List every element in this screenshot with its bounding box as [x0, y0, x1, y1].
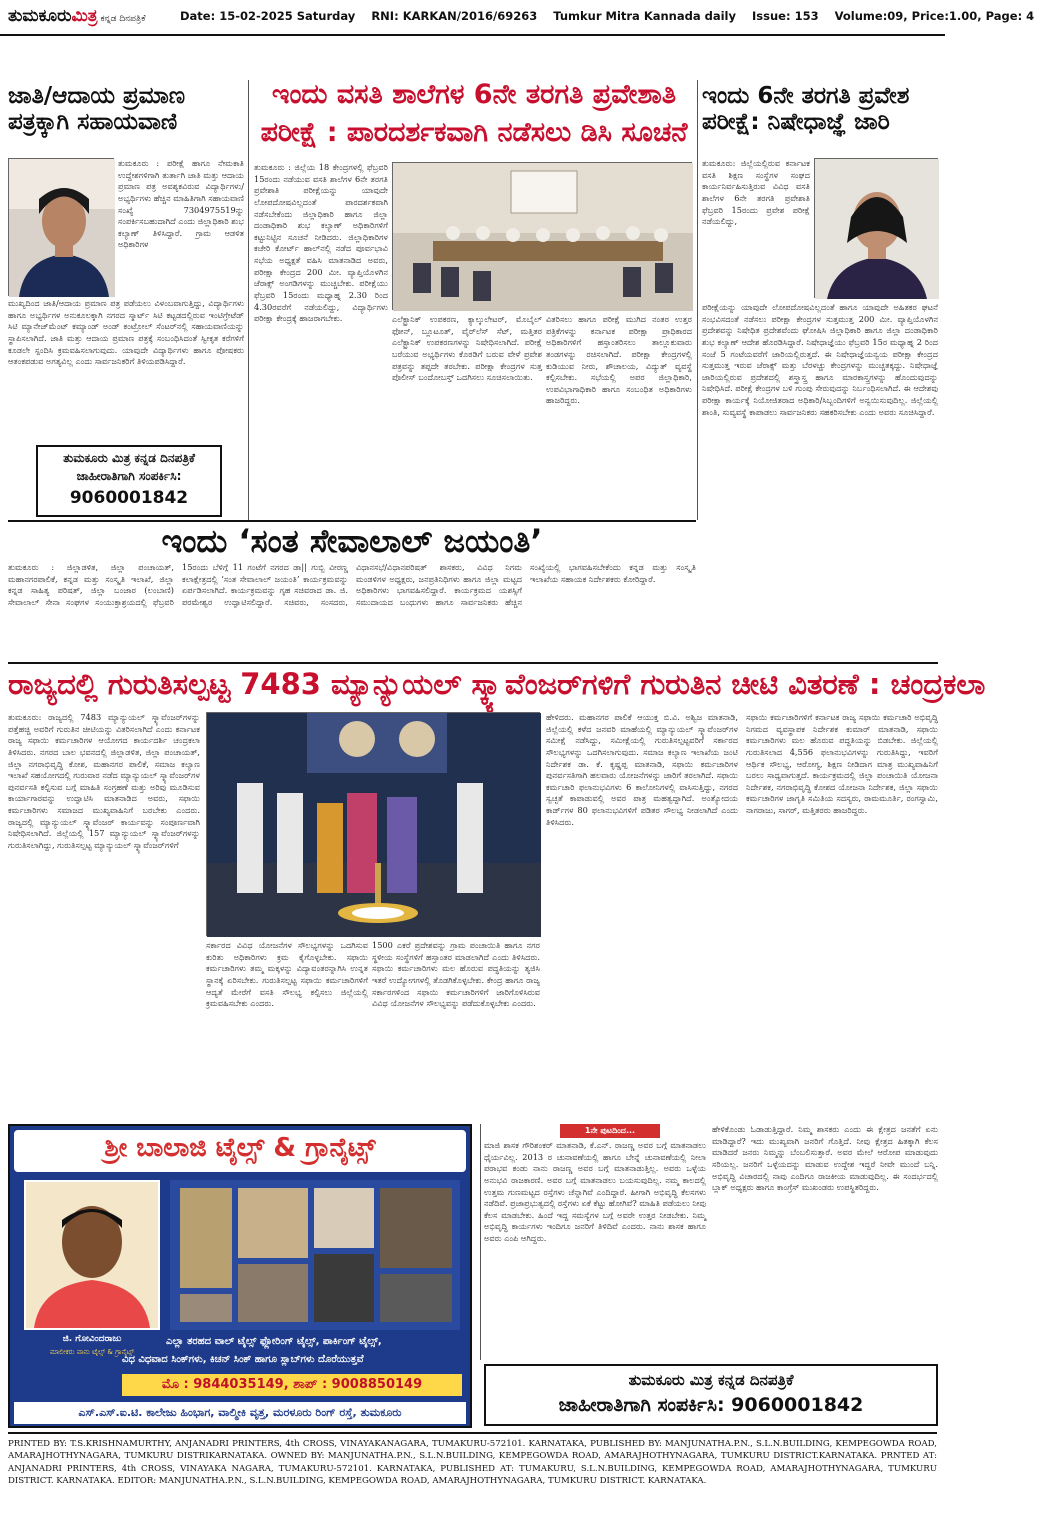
ad-person-role: ಮಾಲೀಕರು ವಾನು ಟೈಲ್ಸ್ & ಗ್ರಾನೈಟ್ಸ್ — [49, 1348, 135, 1356]
ad-title: ಶ್ರೀ ಬಾಲಾಜಿ ಟೈಲ್ಸ್ & ಗ್ರಾನೈಟ್ಸ್ — [104, 1133, 376, 1163]
story2-text-b: ಎಲೆಕ್ಟ್ರಾನಿಕ್ ಉಪಕರಣ, ಕ್ಯಾಲ್ಕುಲೇಟರ್, ಮೊಬೈಲ್ ಫೋನ್, ಬ್ಲೂಟೂತ್, ವೈರ್‌ಲೆಸ್ ಸೆಟ್, ಮತ್ತಿತರ ಎಲೆಕ್ಟ್ರಾನಿಕ್ ಉಪಕರಣಗಳನ್ನು ನಿಷೇಧಿಸಲಾಗಿದೆ. ಪರೀಕ್ಷೆ ಬರೆಯುವ ಅಭ್ಯರ್ಥಿಗಳು ಕೊಠಡಿಗೆ ಬರುವ ವೇಳೆ ಪ್ರವೇಶ ಪತ್ರವನ್ನು ತಪ್ಪದೇ ತರಬೇಕು. ಪರೀಕ್ಷಾ ಕೇಂದ್ರಗಳ ಸುತ್ತ ಪೊಲೀಸ್ ಬಂದೋಬಸ್ತ್ ಒದಗಿಸಲು ಸೂಚಿಸಲಾಯಿತು. — [392, 314, 542, 383]
banner-headline: ಇಂದು ‘ಸಂತ ಸೇವಾಲಾಲ್ ಜಯಂತಿ’ — [161, 522, 543, 560]
tiles-advertisement[interactable] — [8, 1124, 472, 1428]
story4-headline: ರಾಜ್ಯದಲ್ಲಿ ಗುರುತಿಸಲ್ಪಟ್ಟ 7483 ಮ್ಯಾನ್ಯುಯಲ್ ಸ್ಕ್ಯಾವೆಂಜರ್‌ಗಳಿಗೆ ಗುರುತಿನ ಚೀಟಿ ವಿತರಣೆ : ಚಂದ್ರಕಲಾ — [8, 667, 986, 701]
story1-text-a: ತುಮಕೂರು : ಪರೀಕ್ಷೆ ಹಾಗೂ ನೇಮಕಾತಿ ಉದ್ದೇಶಗಳಿಗಾಗಿ ತುರ್ತಾಗಿ ಜಾತಿ ಮತ್ತು ಆದಾಯ ಪ್ರಮಾಣ ಪತ್ರ ಅವಶ್ಯಕವಿರುವ ವಿದ್ಯಾರ್ಥಿಗಳು/ಅಭ್ಯರ್ಥಿಗಳು ಹೆಚ್ಚಿನ ಮಾಹಿತಿಗಾಗಿ ಸಹಾಯವಾಣಿ ಸಂಖ್ಯೆ 7304975519ನ್ನು ಸಂಪರ್ಕಿಸಬಹುದಾಗಿದೆ ಎಂದು ಜಿಲ್ಲಾಧಿಕಾರಿ ಶುಭ ಕಲ್ಯಾಣ್ ತಿಳಿಸಿದ್ದಾರೆ. ಗ್ರಾಮ ಆಡಳಿತ ಅಧಿಕಾರಿಗಳ — [118, 158, 244, 250]
story3-headline: ಇಂದು 6ನೇ ತರಗತಿ ಪ್ರವೇಶ ಪರೀಕ್ಷೆ: ನಿಷೇಧಾಜ್ಞೆ ಜಾರಿ — [702, 83, 910, 135]
continued-text-b: ಹೇಳಿಕೊಂಡು ಓಡಾಡುತ್ತಿದ್ದಾರೆ. ನಿಮ್ಮ ಶಾಸಕರು ಎಂದು ಈ ಕ್ಷೇತ್ರದ ಜನತೆಗೆ ಏನು ಮಾಡಿದ್ದಾರೆ? ಇದು ಮುಖ್ಯವಾಗಿ ಜನರಿಗೆ ಗೊತ್ತಿದೆ. ನೀವು ಕ್ಷೇತ್ರದ ಹಿತಕ್ಕಾಗಿ ಕೆಲಸ ಮಾಡಿದರೆ ಜನರು ನಿಮ್ಮನ್ನು ಬೆಂಬಲಿಸುತ್ತಾರೆ. ಅವರ ಮೇಲೆ ಆರೋಪ ಮಾಡುವುದು ಸರಿಯಲ್ಲ. ಜನರಿಗೆ ಒಳ್ಳೆಯದನ್ನು ಮಾಡುವ ಉದ್ದೇಶ ಇದ್ದರೆ ನೀವೇ ಮುಂದೆ ಬನ್ನಿ. ಅಭಿವೃದ್ಧಿ ವಿಚಾರದಲ್ಲಿ ನಾವು ಎಂದಿಗೂ ರಾಜಕೀಯ ಮಾಡುವುದಿಲ್ಲ. ಈ ಸಂದರ್ಭದಲ್ಲಿ ಬ್ಲಾಕ್ ಅಧ್ಯಕ್ಷರು ಹಾಗೂ ಕಾಂಗ್ರೆಸ್ ಮುಖಂಡರು ಉಪಸ್ಥಿತರಿದ್ದರು. — [712, 1124, 938, 1193]
small-ad-line2: ಜಾಹೀರಾತಿಗಾಗಿ ಸಂಪರ್ಕಿಸಿ: — [76, 469, 182, 483]
portrait-image — [9, 159, 115, 297]
small-ad-phone: 9060001842 — [69, 488, 189, 508]
ad-phone[interactable]: ಮೊ : 9844035149, ಶಾಪ್ : 9008850149 — [122, 1374, 462, 1396]
lamp-lighting-photo — [207, 713, 541, 937]
story3-text-b: ಪರೀಕ್ಷೆಯನ್ನು ಯಾವುದೇ ಲೋಪದೋಷವಿಲ್ಲದಂತೆ ಹಾಗೂ ಯಾವುದೇ ಅಹಿತಕರ ಘಟನೆ ಸಂಭವಿಸದಂತೆ ನಡೆಸಲು ಪರೀಕ್ಷಾ ಕೇಂದ್ರಗಳ ಸುತ್ತಮುತ್ತ 200 ಮೀ. ವ್ಯಾಪ್ತಿಯೊಳಗಿನ ಪ್ರದೇಶವನ್ನು ನಿಷೇಧಿತ ಪ್ರದೇಶವೆಂದು ಘೋಷಿಸಿ ಜಿಲ್ಲಾಧಿಕಾರಿ ಹಾಗೂ ಜಿಲ್ಲಾ ದಂಡಾಧಿಕಾರಿ ಶುಭ ಕಲ್ಯಾಣ್ ಆದೇಶ ಹೊರಡಿಸಿದ್ದಾರೆ. ನಿಷೇಧಾಜ್ಞೆಯು ಫೆಬ್ರವರಿ 15ರ ಮಧ್ಯಾಹ್ನ 2 ರಿಂದ ಸಂಜೆ 5 ಗಂಟೆಯವರೆಗೆ ಜಾರಿಯಲ್ಲಿರುತ್ತದೆ. ಈ ನಿಷೇಧಾಜ್ಞೆಯನ್ವಯ ಪರೀಕ್ಷಾ ಕೇಂದ್ರದ ಸುತ್ತಮುತ್ತ ಇರುವ ಜೆರಾಕ್ಸ್ ಮತ್ತು ಬೆರಳಚ್ಚು ಕೇಂದ್ರಗಳನ್ನು ಮುಚ್ಚತಕ್ಕದ್ದು. ನಿಷೇಧಾಜ್ಞೆ ಜಾರಿಯಲ್ಲಿರುವ ಪ್ರದೇಶದಲ್ಲಿ ಶಸ್ತ್ರಾಸ್ತ್ರ ಹಾಗೂ ಮಾರಕಾಸ್ತ್ರಗಳನ್ನು ಹೊಂದುವುದನ್ನು ನಿಷೇಧಿಸಿದೆ. ಪರೀಕ್ಷೆ ಕೇಂದ್ರಗಳ ಬಳಿ ಗುಂಪು ಸೇರುವುದನ್ನು ನಿರ್ಬಂಧಿಸಲಾಗಿದೆ. ಈ ಆದೇಶವು ಪರೀಕ್ಷಾ ಕಾರ್ಯಕ್ಕೆ ನಿಯೋಜಿತರಾದ ಅಧಿಕಾರಿ/ಸಿಬ್ಬಂದಿಗಳಿಗೆ ಅನ್ವಯಿಸುವುದಿಲ್ಲ. ಜಿಲ್ಲೆಯಲ್ಲಿ ಶಾಂತಿ, ಸುವ್ಯವಸ್ಥೆ ಕಾಪಾಡಲು ಸಾರ್ವಜನಿಕರು ಸಹಕರಿಸಬೇಕು ಎಂದು ಅವರು ಸೂಚಿಸಿದ್ದಾರೆ. — [702, 302, 938, 417]
story1-photo — [8, 158, 114, 296]
ad-services-1: ಎಲ್ಲಾ ತರಹದ ವಾಲ್ ಟೈಲ್ಸ್ ಫ್ಲೋರಿಂಗ್ ಟೈಲ್ಸ್, ಪಾರ್ಕಿಂಗ್ ಟೈಲ್ಸ್, — [166, 1336, 382, 1347]
ad-person-name: ಜಿ. ಗೋವಿಂದರಾಜು — [62, 1334, 122, 1344]
masthead-name-1: ತುಮಕೂರು — [8, 6, 72, 26]
volume-text: Volume:09, Price:1.00, Page: 4 — [834, 9, 1035, 23]
ad-address: ಎಸ್.ಎಸ್.ಐ.ಟಿ. ಕಾಲೇಜು ಹಿಂಭಾಗ, ವಾಲ್ಮೀಕಿ ವೃತ್ತ, ಮರಳೂರು ರಿಂಗ್ ರಸ್ತೆ, ತುಮಕೂರು — [14, 1402, 466, 1424]
masthead-name-2: ಮಿತ್ರ — [71, 6, 98, 26]
bottom-ad-line2: ಜಾಹೀರಾತಿಗಾಗಿ ಸಂಪರ್ಕಿಸಿ: 9060001842 — [558, 1394, 864, 1416]
date-text: Date: 15-02-2025 Saturday — [180, 9, 356, 23]
story4-text-b: ಸರ್ಕಾರದ ವಿವಿಧ ಯೋಜನೆಗಳ ಸೌಲಭ್ಯಗಳನ್ನು ಒದಗಿಸುವ ಕುರಿತು ಅಧಿಕಾರಿಗಳು ಕ್ರಮ ಕೈಗೊಳ್ಳಬೇಕು. ಸಫಾಯಿ ಕರ್ಮಚಾರಿಗಳು ತಮ್ಮ ಮಕ್ಕಳನ್ನು ವಿದ್ಯಾವಂತರನ್ನಾಗಿಸಿ ಉನ್ನತ ಸ್ಥಾನಕ್ಕೆ ಏರಿಸಬೇಕು. ಗುರುತಿಸಲ್ಪಟ್ಟ ಸಫಾಯಿ ಕರ್ಮಚಾರಿಗಳಿಗೆ ಆದ್ಯತೆ ಮೇರೆಗೆ ವಸತಿ ಸೌಲಭ್ಯ ಕಲ್ಪಿಸಲು ಜಿಲ್ಲೆಯಲ್ಲಿ ಕ್ರಮವಹಿಸಬೇಕು ಎಂದರು. — [206, 940, 368, 1009]
issue-text: Issue: 153 — [752, 9, 819, 23]
divider-line — [8, 662, 938, 664]
ad-tiles-graphic — [170, 1180, 460, 1330]
masthead-logo — [8, 6, 145, 26]
column-divider — [248, 80, 249, 520]
story4-text-c: 1500 ಎಕರೆ ಪ್ರದೇಶವನ್ನು ಗ್ರಾಮ ಪಂಚಾಯಿತಿ ಹಾಗೂ ನಗರ ಸ್ಥಳೀಯ ಸಂಸ್ಥೆಗಳಿಗೆ ಹಸ್ತಾಂತರ ಮಾಡಲಾಗಿದೆ ಎಂದು ತಿಳಿಸಿದರು. ಸಫಾಯಿ ಕರ್ಮಚಾರಿಗಳು ಮಲ ಹೊರುವ ಪದ್ಧತಿಯನ್ನು ತ್ಯಜಿಸಿ ಇತರೆ ಉದ್ಯೋಗಗಳಲ್ಲಿ ತೊಡಗಿಕೊಳ್ಳಬೇಕು. ಕೇಂದ್ರ ಹಾಗೂ ರಾಜ್ಯ ಸರ್ಕಾರಗಳಿಂದ ಸಫಾಯಿ ಕರ್ಮಚಾರಿಗಳಿಗೆ ಜಾರಿಗೊಳಿಸಿರುವ ವಿವಿಧ ಯೋಜನೆಗಳ ಸೌಲಭ್ಯವನ್ನು ಪಡೆದುಕೊಳ್ಳಬೇಕು ಎಂದರು. — [372, 940, 540, 1009]
story4-text-a: ತುಮಕೂರು: ರಾಜ್ಯದಲ್ಲಿ 7483 ಮ್ಯಾನ್ಯುಯಲ್ ಸ್ಕ್ಯಾವೆಂಜರ್‌ಗಳನ್ನು ಪತ್ತೆಹಚ್ಚಿ ಅವರಿಗೆ ಗುರುತಿನ ಚೀಟಿಯನ್ನು ವಿತರಿಸಲಾಗಿದೆ ಎಂದು ಕರ್ನಾಟಕ ರಾಜ್ಯ ಸಫಾಯಿ ಕರ್ಮಚಾರಿಗಳ ಆಯೋಗದ ಕಾರ್ಯದರ್ಶಿ ಚಂದ್ರಕಲಾ ತಿಳಿಸಿದರು. ನಗರದ ಬಾಲ ಭವನದಲ್ಲಿ ಜಿಲ್ಲಾಡಳಿತ, ಜಿಲ್ಲಾ ಪಂಚಾಯತ್, ಜಿಲ್ಲಾ ನಗರಾಭಿವೃದ್ಧಿ ಕೋಶ, ಮಹಾನಗರ ಪಾಲಿಕೆ, ಸಮಾಜ ಕಲ್ಯಾಣ ಇಲಾಖೆ ಸಹಯೋಗದಲ್ಲಿ ಗುರುವಾರ ನಡೆದ ಮ್ಯಾನ್ಯುಯಲ್ ಸ್ಕ್ಯಾವೆಂಜರ್‌ಗಳ ಪುನರ್ವಸತಿ ಕಲ್ಪಿಸುವ ಬಗ್ಗೆ ಮಾಹಿತಿ ಸಂಗ್ರಹಣೆ ಮತ್ತು ಅರಿವು ಮೂಡಿಸುವ ಕಾರ್ಯಾಗಾರವನ್ನು ಉದ್ಘಾಟಿಸಿ ಮಾತನಾಡಿದ ಅವರು, ಸಫಾಯಿ ಕರ್ಮಚಾರಿಗಳು ಸಮಾಜದ ಮುಖ್ಯವಾಹಿನಿಗೆ ಬರಬೇಕು ಎಂದರು. ರಾಜ್ಯದಲ್ಲಿ ಮ್ಯಾನ್ಯುಯಲ್ ಸ್ಕ್ಯಾವೆಂಜರ್ ಕಾರ್ಯವನ್ನು ಸಂಪೂರ್ಣವಾಗಿ ನಿಷೇಧಿಸಲಾಗಿದೆ. ಜಿಲ್ಲೆಯಲ್ಲಿ 157 ಮ್ಯಾನ್ಯುಯಲ್ ಸ್ಕ್ಯಾವೆಂಜರ್‌ಗಳನ್ನು ಗುರುತಿಸಲಾಗಿದ್ದು, ಗುರುತಿಸಲ್ಪಟ್ಟ ಮ್ಯಾನ್ಯುಯಲ್ ಸ್ಕ್ಯಾವೆಂಜರ್‌ಗಳಿಗೆ — [8, 712, 200, 851]
story2-headline-1: ಇಂದು ವಸತಿ ಶಾಲೆಗಳ 6ನೇ ತರಗತಿ ಪ್ರವೇಶಾತಿ — [271, 79, 677, 110]
banner-text: ತುಮಕೂರು : ಜಿಲ್ಲಾಡಳಿತ, ಜಿಲ್ಲಾ ಪಂಚಾಯತ್, ಮಹಾನಗರಪಾಲಿಕೆ, ಕನ್ನಡ ಮತ್ತು ಸಂಸ್ಕೃತಿ ಇಲಾಖೆ, ಜಿಲ್ಲಾ ಕನ್ನಡ ಸಾಹಿತ್ಯ ಪರಿಷತ್, ಜಿಲ್ಲಾ ಬಂಜಾರ (ಲಂಬಾಣಿ) ಸೇವಾಲಾಲ್ ಸೇನಾ ಸಂಘಗಳ ಸಂಯುಕ್ತಾಶ್ರಯದಲ್ಲಿ ಫೆಬ್ರವರಿ 15ರಂದು ಬೆಳಿಗ್ಗೆ 11 ಗಂಟೆಗೆ ನಗರದ ಡಾ|| ಗುಬ್ಬಿ ವೀರಣ್ಣ ಕಲಾಕ್ಷೇತ್ರದಲ್ಲಿ ‘ಸಂತ ಸೇವಾಲಾಲ್ ಜಯಂತಿ’ ಕಾರ್ಯಕ್ರಮವನ್ನು ಏರ್ಪಡಿಸಲಾಗಿದೆ. ಕಾರ್ಯಕ್ರಮವನ್ನು ಗೃಹ ಸಚಿವರಾದ ಡಾ. ಜಿ. ಪರಮೇಶ್ವರ ಉದ್ಘಾಟಿಸಲಿದ್ದಾರೆ. ಸಚಿವರು, ಸಂಸದರು, ವಿಧಾನಸಭೆ/ವಿಧಾನಪರಿಷತ್ ಶಾಸಕರು, ವಿವಿಧ ನಿಗಮ ಮಂಡಳಿಗಳ ಅಧ್ಯಕ್ಷರು, ಜನಪ್ರತಿನಿಧಿಗಳು ಹಾಗೂ ಜಿಲ್ಲಾ ಮಟ್ಟದ ಅಧಿಕಾರಿಗಳು ಭಾಗವಹಿಸಲಿದ್ದಾರೆ. ಕಾರ್ಯಕ್ರಮದ ಯಶಸ್ಸಿಗೆ ಸಮುದಾಯದ ಬಂಧುಗಳು ಹಾಗೂ ಸಾರ್ವಜನಿಕರು ಹೆಚ್ಚಿನ ಸಂಖ್ಯೆಯಲ್ಲಿ ಭಾಗವಹಿಸಬೇಕೆಂದು ಕನ್ನಡ ಮತ್ತು ಸಂಸ್ಕೃತಿ ಇಲಾಖೆಯ ಸಹಾಯಕ ನಿರ್ದೇಶಕರು ಕೋರಿದ್ದಾರೆ. — [8, 562, 696, 607]
story4-photo — [206, 712, 540, 936]
person-image — [26, 1182, 158, 1328]
story3-text-a: ತುಮಕೂರು: ಜಿಲ್ಲೆಯಲ್ಲಿರುವ ಕರ್ನಾಟಕ ವಸತಿ ಶಿಕ್ಷಣ ಸಂಸ್ಥೆಗಳ ಸಂಘದ ಕಾರ್ಯನಿರ್ವಹಿಸುತ್ತಿರುವ ವಿವಿಧ ವಸತಿ ಶಾಲೆಗಳ 6ನೇ ತರಗತಿ ಪ್ರವೇಶಾತಿ ಫೆಬ್ರವರಿ 15ರಂದು ಪ್ರವೇಶ ಪರೀಕ್ಷೆ ನಡೆಯಲಿದ್ದು, — [702, 158, 810, 227]
continued-label: 1ನೇ ಪುಟದಿಂದ... — [560, 1124, 660, 1138]
portrait-image — [815, 159, 939, 299]
small-ad-line1: ತುಮಕೂರು ಮಿತ್ರ ಕನ್ನಡ ದಿನಪತ್ರಿಕೆ — [63, 451, 195, 465]
story2-headline-2: ಪರೀಕ್ಷೆ : ಪಾರದರ್ಶಕವಾಗಿ ನಡೆಸಲು ಡಿಸಿ ಸೂಚನೆ — [260, 117, 688, 148]
ad-services-2: ವಿಧ ವಿಧವಾದ ಸಿಂಕ್‌ಗಳು, ಕಿಚನ್ ಸಿಂಕ್ ಹಾಗೂ ಸ್ಲಾಬ್‌ಗಳು ದೊರೆಯುತ್ತವೆ — [122, 1354, 364, 1365]
tiles-collage-icon — [170, 1180, 460, 1330]
story1-text-b: ಮುಖ್ಯದಿಂದ ಜಾತಿ/ಆದಾಯ ಪ್ರಮಾಣ ಪತ್ರ ಪಡೆಯಲು ವಿಳಂಬವಾಗುತ್ತಿದ್ದು, ವಿದ್ಯಾರ್ಥಿಗಳು ಹಾಗೂ ಅಭ್ಯರ್ಥಿಗಳ ಅನುಕೂಲಕ್ಕಾಗಿ ನಗರದ ಸ್ಮಾರ್ಟ್ ಸಿಟಿ ಕಟ್ಟಡದಲ್ಲಿರುವ ಇಂಟಿಗ್ರೇಟೆಡ್ ಸಿಟಿ ಮ್ಯಾನೇಜ್‌ಮೆಂಟ್ ಕಮ್ಯಾಂಡ್ ಅಂಡ್ ಕಂಟ್ರೋಲ್ ಸೆಂಟರ್‌ನಲ್ಲಿ ಸಹಾಯವಾಣಿಯನ್ನು ಸ್ಥಾಪಿಸಲಾಗಿದೆ. ಜಾತಿ ಮತ್ತು ಆದಾಯ ಪ್ರಮಾಣ ಪತ್ರಕ್ಕೆ ಸಂಬಂಧಿಸಿದಂತೆ ಸ್ವೀಕೃತ ಕರೆಗಳಿಗೆ ಕೂಡಲೇ ಸ್ಪಂದಿಸಿ ಕ್ರಮವಹಿಸಲಾಗುವುದು. ಯಾವುದೇ ವಿದ್ಯಾರ್ಥಿಗಳು ಹಾಗೂ ಪೋಷಕರು ಆತಂಕಪಡುವ ಅಗತ್ಯವಿಲ್ಲ ಎಂದು ಸಾರ್ವಜನಿಕರಿಗೆ ತಿಳಿಯಪಡಿಸಿದ್ದಾರೆ. — [8, 298, 244, 367]
bottom-ad-line1: ತುಮಕೂರು ಮಿತ್ರ ಕನ್ನಡ ದಿನಪತ್ರಿಕೆ — [628, 1371, 794, 1389]
story1-headline: ಜಾತಿ/ಆದಾಯ ಪ್ರಮಾಣ ಪತ್ರಕ್ಕಾಗಿ ಸಹಾಯವಾಣಿ — [8, 83, 186, 135]
dateline — [180, 9, 1046, 23]
edition-text: Tumkur Mitra Kannada daily — [553, 9, 736, 23]
column-divider — [697, 80, 698, 520]
story4-text-e: ಸಫಾಯಿ ಕರ್ಮಚಾರಿಗಳಿಗೆ ಕರ್ನಾಟಕ ರಾಜ್ಯ ಸಫಾಯಿ ಕರ್ಮಚಾರಿ ಅಭಿವೃದ್ಧಿ ನಿಗಮದ ವ್ಯವಸ್ಥಾಪಕ ನಿರ್ದೇಶಕ ಕುಮಾರ್ ಮಾತನಾಡಿ, ಸಫಾಯಿ ಕರ್ಮಚಾರಿಗಳು ಮಲ ಹೊರುವ ಪದ್ಧತಿಯನ್ನು ಬಿಡಬೇಕು. ಜಿಲ್ಲೆಯಲ್ಲಿ ಗುರುತಿಸಲಾದ 4,556 ಫಲಾನುಭವಿಗಳನ್ನು ಗುರುತಿಸಿದ್ದು, ಇವರಿಗೆ ಆರ್ಥಿಕ ಸೌಲಭ್ಯ, ಆರೋಗ್ಯ, ಶಿಕ್ಷಣ ನೀಡಿದಾಗ ಮಾತ್ರ ಮುಖ್ಯವಾಹಿನಿಗೆ ಬರಲು ಸಾಧ್ಯವಾಗುತ್ತದೆ. ಕಾರ್ಯಕ್ರಮದಲ್ಲಿ ಜಿಲ್ಲಾ ಪಂಚಾಯಿತಿ ಯೋಜನಾ ನಿರ್ದೇಶಕ, ನಗರಾಭಿವೃದ್ಧಿ ಕೋಶದ ಯೋಜನಾ ನಿರ್ದೇಶಕ, ಜಿಲ್ಲಾ ಸಫಾಯಿ ಕರ್ಮಚಾರಿಗಳ ಜಾಗೃತಿ ಸಮಿತಿಯ ಸದಸ್ಯರು, ರಾಮಮೂರ್ತಿ, ರಂಗಸ್ವಾಮಿ, ನಾಗರಾಜು, ಸಾಗರ್, ಮತ್ತಿತರರು ಹಾಜರಿದ್ದರು. — [746, 712, 938, 816]
ad-person-photo — [24, 1180, 160, 1330]
column-divider — [480, 1124, 481, 1360]
small-ad-box — [36, 445, 222, 517]
story2-text-a: ತುಮಕೂರು : ಜಿಲ್ಲೆಯ 18 ಕೇಂದ್ರಗಳಲ್ಲಿ ಫೆಬ್ರವರಿ 15ರಂದು ನಡೆಯುವ ವಸತಿ ಶಾಲೆಗಳ 6ನೇ ತರಗತಿ ಪ್ರವೇಶಾತಿ ಪರೀಕ್ಷೆಯನ್ನು ಯಾವುದೇ ಲೋಪದೋಷವಿಲ್ಲದಂತೆ ಪಾರದರ್ಶಕವಾಗಿ ನಡೆಸಬೇಕೆಂದು ಜಿಲ್ಲಾಧಿಕಾರಿ ಹಾಗೂ ಜಿಲ್ಲಾ ದಂಡಾಧಿಕಾರಿ ಶುಭ ಕಲ್ಯಾಣ್ ಅಧಿಕಾರಿಗಳಿಗೆ ಕಟ್ಟುನಿಟ್ಟಿನ ಸೂಚನೆ ನೀಡಿದರು. ಜಿಲ್ಲಾಧಿಕಾರಿಗಳ ಕಚೇರಿ ಕೋರ್ಟ್ ಹಾಲ್‌ನಲ್ಲಿ ನಡೆದ ಪೂರ್ವಭಾವಿ ಸಭೆಯ ಅಧ್ಯಕ್ಷತೆ ವಹಿಸಿ ಮಾತನಾಡಿದ ಅವರು, ಪರೀಕ್ಷಾ ಕೇಂದ್ರದ 200 ಮೀ. ವ್ಯಾಪ್ತಿಯೊಳಗಿನ ಜೆರಾಕ್ಸ್ ಅಂಗಡಿಗಳನ್ನು ಮುಚ್ಚಬೇಕು. ಪರೀಕ್ಷೆಯು ಫೆಬ್ರವರಿ 15ರಂದು ಮಧ್ಯಾಹ್ನ 2.30 ರಿಂದ 4.30ರವರೆಗೆ ನಡೆಯಲಿದ್ದು, ವಿದ್ಯಾರ್ಥಿಗಳು ಪರೀಕ್ಷಾ ಕೇಂದ್ರಕ್ಕೆ ಹಾಜರಾಗಬೇಕು. — [254, 162, 388, 324]
masthead-tagline: ಕನ್ನಡ ದಿನಪತ್ರಿಕೆ — [100, 14, 146, 24]
bottom-ad-box — [484, 1364, 938, 1426]
imprint-footer: PRINTED BY: T.S.KRISHNAMURTHY, ANJANADRI PRINTERS, 4th CROSS, VINAYAKANAGARA, TUMAKURU-572101. KARNATAKA, PUBLISHED BY: MANJUNATHA.P.N., S.L.N.BUILDING, KEMPEGOWDA ROAD, AMARAJHOTHYNAGARA, TUMKURU DISTRIKARNATAKA. OWNED BY: MANJUNATHA.P.N., S.L.N.BUILDING, KEMPEGOWDA ROAD, AMARAJHOTHYNAGARA, TUMKURU DISTRICT.KARNATAKA. PRNTED AT: ANJANADRI PRINTERS, 4th CROSS, VINAYAKA NAGARA, TUMAKURU-572101. KARNATAKA, PUBLISHED AT: TUMAKURU, S.L.N.BUILDING, KEMPEGOWDA ROAD, AMARAJHOTHYNAGARA, TUMKURU DISTRICT. KARNATAKA. EDITOR: MANJUNATHA.P.N., S.L.N.BUILDING, KEMPEGOWDA ROAD, AMARAJHOTHYNAGARA, TUMKURU DISTRICT. KARNATAKA. — [8, 1432, 937, 1516]
meeting-photo — [393, 163, 693, 311]
story2-text-c: ವಿತರಿಸಲು ಹಾಗೂ ಪರೀಕ್ಷೆ ಮುಗಿದ ನಂತರ ಉತ್ತರ ಪತ್ರಿಕೆಗಳನ್ನು ಕರ್ನಾಟಕ ಪರೀಕ್ಷಾ ಪ್ರಾಧಿಕಾರದ ಅಧಿಕಾರಿಗಳಿಗೆ ಹಸ್ತಾಂತರಿಸಲು ತಾಲ್ಲೂಕುವಾರು ತಂಡಗಳನ್ನು ರಚಿಸಲಾಗಿದೆ. ಪರೀಕ್ಷಾ ಕೇಂದ್ರಗಳಲ್ಲಿ ಕುಡಿಯುವ ನೀರು, ಶೌಚಾಲಯ, ವಿದ್ಯುತ್ ವ್ಯವಸ್ಥೆ ಕಲ್ಪಿಸಬೇಕು. ಸಭೆಯಲ್ಲಿ ಅಪರ ಜಿಲ್ಲಾಧಿಕಾರಿ, ಉಪವಿಭಾಗಾಧಿಕಾರಿ ಹಾಗೂ ಸಂಬಂಧಿತ ಅಧಿಕಾರಿಗಳು ಹಾಜರಿದ್ದರು. — [546, 314, 692, 406]
rni-text: RNI: KARKAN/2016/69263 — [371, 9, 538, 23]
story4-text-d: ಹೇಳಿದರು. ಮಹಾನಗರ ಪಾಲಿಕೆ ಆಯುಕ್ತ ಬಿ.ವಿ. ಅಶ್ವಿಜ ಮಾತನಾಡಿ, ಜಿಲ್ಲೆಯಲ್ಲಿ ಕಳೆದ ಜನವರಿ ಮಾಹೆಯಲ್ಲಿ ಮ್ಯಾನ್ಯುಯಲ್ ಸ್ಕ್ಯಾವೆಂಜರ್‌ಗಳ ಸಮೀಕ್ಷೆ ನಡೆಸಿದ್ದು, ಸಮೀಕ್ಷೆಯಲ್ಲಿ ಗುರುತಿಸಲ್ಪಟ್ಟವರಿಗೆ ಸರ್ಕಾರದ ಸೌಲಭ್ಯಗಳನ್ನು ಒದಗಿಸಲಾಗುವುದು. ಸಮಾಜ ಕಲ್ಯಾಣ ಇಲಾಖೆಯ ಜಂಟಿ ನಿರ್ದೇಶಕ ಡಾ. ಕೆ. ಕೃಷ್ಣಪ್ಪ ಮಾತನಾಡಿ, ಸಫಾಯಿ ಕರ್ಮಚಾರಿಗಳ ಪುನರ್ವಸತಿಗಾಗಿ ಹಲವಾರು ಯೋಜನೆಗಳನ್ನು ಜಾರಿಗೆ ತರಲಾಗಿದೆ. ಸಫಾಯಿ ಕರ್ಮಚಾರಿ ಫಲಾನುಭವಿಗಳು 6 ಕಾಲೋನಿಗಳಲ್ಲಿ ವಾಸಿಸುತ್ತಿದ್ದು, ನಗರದ ಸ್ವಚ್ಛತೆ ಕಾಪಾಡುವಲ್ಲಿ ಅವರ ಪಾತ್ರ ಮಹತ್ವದ್ದಾಗಿದೆ. ಅಂತ್ಯೋದಯ ಕಾರ್ಡ್‌ಗಳ 80 ಫಲಾನುಭವಿಗಳಿಗೆ ಪಡಿತರ ಸೌಲಭ್ಯ ನೀಡಲಾಗಿದೆ ಎಂದು ತಿಳಿಸಿದರು. — [546, 712, 738, 827]
story2-photo — [392, 162, 692, 310]
continued-text-a: ಮಾಜಿ ಶಾಸಕ ಗೌರಿಶಂಕರ್ ಮಾತನಾಡಿ, ಕೆ.ಎನ್. ರಾಜಣ್ಣ ಅವರ ಬಗ್ಗೆ ಮಾತನಾಡಲು ಧೈರ್ಯವಿಲ್ಲ. 2013 ರ ಚುನಾವಣೆಯಲ್ಲಿ ಹಾಗೂ ಬೇನ್ನೆ ಚುನಾವಣೆಯಲ್ಲಿ ನೀಲಾ ಪರಾಭವ ಕಂಡು ನಾನು ರಾಜಣ್ಣ ಅವರ ಬಗ್ಗೆ ಮಾತನಾಡುತ್ತಿಲ್ಲ. ಅವರು ಒಳ್ಳೆಯ ಅನುಭವಿ ರಾಜಕಾರಣಿ. ಅವರ ಬಗ್ಗೆ ಮಾತನಾಡಲು ಬಯಸುವುದಿಲ್ಲ. ನಮ್ಮ ಕಾಲದಲ್ಲಿ ಉತ್ತಮ ಗುಣಮಟ್ಟದ ರಸ್ತೆಗಳು ಚೆನ್ನಾಗಿವೆ ಎಂದಿದ್ದಾರೆ. ಹೀಗಾಗಿ ಅಭಿವೃದ್ಧಿ ಕೆಲಸಗಳು ನಡೆದಿವೆ. ಪ್ರಜಾಪ್ರಭುತ್ವದಲ್ಲಿ ರಸ್ತೆಗಳು ಏಕೆ ಕೆಟ್ಟು ಹೋಗಿವೆ? ಮಾಹಿತಿ ಪಡೆಯಲು ನೀವು ಕೆಲಸ ಮಾಡಬೇಕು. ಹಿಂದೆ ಇದ್ದ ಸಮಸ್ಯೆಗಳ ಬಗ್ಗೆ ಅವರೇ ಉತ್ತರ ನೀಡಬೇಕು. ನಿಮ್ಮ ಅಭಿವೃದ್ಧಿ ಕಾರ್ಯಗಳು ಇಂದಿಗೂ ಜನರಿಗೆ ತಿಳಿದಿವೆ ಎಂದರು. ನಾನು ಶಾಸಕ ಹಾಗೂ ಅವರು ಎಂಪಿ ಆಗಿದ್ದರು. — [484, 1140, 706, 1244]
story3-photo — [814, 158, 938, 298]
